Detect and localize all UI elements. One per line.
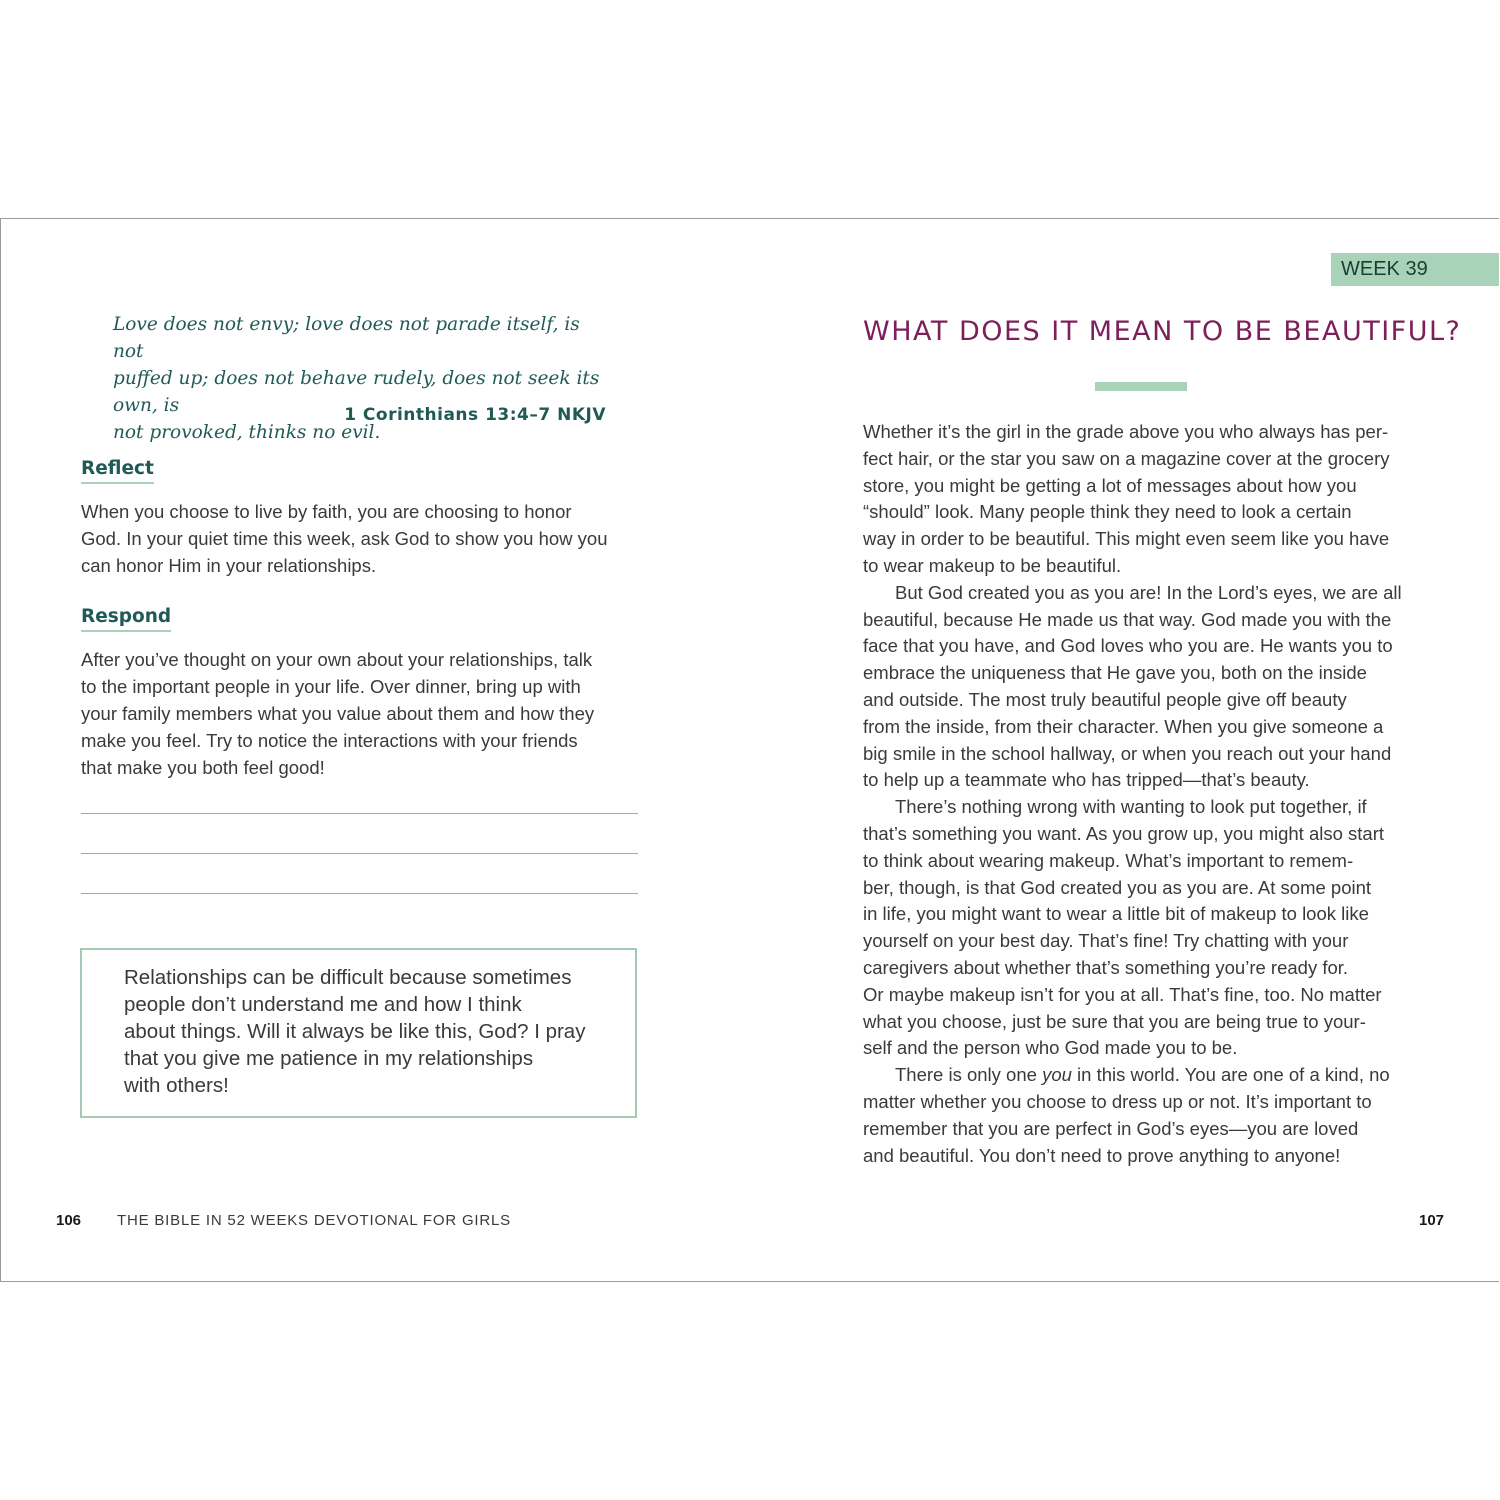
- text-line: make you feel. Try to notice the interactions with your friends: [81, 730, 578, 751]
- text-line: There’s nothing wrong with wanting to look put together, if: [895, 796, 1367, 818]
- respond-text: [81, 646, 641, 781]
- prayer-line: that you give me patience in my relationships: [124, 1047, 534, 1070]
- paragraph: [863, 419, 1423, 580]
- text-line: what you choose, just be sure that you are being true to your-: [863, 1010, 1366, 1032]
- text-line: yourself on your best day. That’s fine! Try chatting with your: [863, 930, 1349, 952]
- emphasis-text: you: [1042, 1064, 1072, 1086]
- text-segment: in this world. You are one of a kind, no: [1071, 1064, 1390, 1086]
- text-line: that make you both feel good!: [81, 757, 325, 778]
- text-line: After you’ve thought on your own about your relationships, talk: [81, 649, 593, 670]
- right-page: [751, 219, 1499, 1281]
- verse-line: not provoked, thinks no evil.: [113, 422, 381, 443]
- chapter-title: WHAT DOES IT MEAN TO BE BEAUTIFUL?: [863, 316, 1462, 347]
- text-line: to wear makeup to be beautiful.: [863, 554, 1122, 576]
- paragraph: [863, 794, 1423, 1062]
- text-segment: There is only one: [895, 1064, 1043, 1086]
- text-line: Or maybe makeup isn’t for you at all. That’s fine, too. No matter: [863, 983, 1382, 1005]
- text-line: remember that you are perfect in God’s eyes—you are loved: [863, 1117, 1359, 1139]
- text-line: matter whether you choose to dress up or not. It’s important to: [863, 1090, 1372, 1112]
- text-line: that’s something you want. As you grow up, you might also start: [863, 822, 1385, 844]
- verse-line: puffed up; does not behave rudely, does not seek its own, is: [113, 368, 600, 416]
- title-underline: [1095, 382, 1187, 391]
- text-line: embrace the uniqueness that He gave you, both on the inside: [863, 662, 1367, 684]
- text-line: to think about wearing makeup. What’s important to remem-: [863, 849, 1354, 871]
- text-line: your family members what you value about them and how they: [81, 703, 595, 724]
- reflect-heading: Reflect: [81, 458, 154, 484]
- text-line: in life, you might want to wear a little bit of makeup to look like: [863, 903, 1369, 925]
- text-line: fect hair, or the star you saw on a magazine cover at the grocery: [863, 447, 1390, 469]
- text-line: caregivers about whether that’s something you’re ready for.: [863, 956, 1349, 978]
- text-line: But God created you as you are! In the Lord’s eyes, we are all: [895, 581, 1402, 603]
- text-line: way in order to be beautiful. This might even seem like you have: [863, 528, 1390, 550]
- text-line: face that you have, and God loves who you are. He wants you to: [863, 635, 1393, 657]
- running-book-title: THE BIBLE IN 52 WEEKS DEVOTIONAL FOR GIRLS: [117, 1212, 511, 1229]
- text-line: to the important people in your life. Over dinner, bring up with: [81, 676, 581, 697]
- verse-line: Love does not envy; love does not parade itself, is not: [113, 314, 580, 362]
- text-line: beautiful, because He made us that way. God made you with the: [863, 608, 1392, 630]
- reflect-text: [81, 498, 641, 579]
- article-body: [863, 419, 1423, 1169]
- prayer-line: about things. Will it always be like this, God? I pray: [124, 1020, 586, 1043]
- prayer-text: [124, 964, 604, 1099]
- journal-line: [81, 813, 638, 814]
- text-line: When you choose to live by faith, you are choosing to honor: [81, 501, 572, 522]
- text-line: and beautiful. You don’t need to prove anything to anyone!: [863, 1144, 1341, 1166]
- week-tab: WEEK 39: [1331, 253, 1499, 286]
- prayer-line: people don’t understand me and how I think: [124, 993, 522, 1016]
- journal-line: [81, 853, 638, 854]
- text-line: and outside. The most truly beautiful people give off beauty: [863, 688, 1347, 710]
- page-number: 106: [56, 1212, 82, 1229]
- text-line: store, you might be getting a lot of messages about how you: [863, 474, 1357, 496]
- left-page: [1, 219, 751, 1281]
- text-line: from the inside, from their character. When you give someone a: [863, 715, 1384, 737]
- respond-heading: Respond: [81, 606, 171, 632]
- text-line: big smile in the school hallway, or when you reach out your hand: [863, 742, 1392, 764]
- prayer-box: [80, 948, 637, 1118]
- prayer-line: Relationships can be difficult because sometimes: [124, 966, 572, 989]
- text-line: “should” look. Many people think they need to look a certain: [863, 501, 1352, 523]
- prayer-line: with others!: [124, 1074, 229, 1097]
- journal-line: [81, 893, 638, 894]
- page-number: 107: [1419, 1212, 1445, 1229]
- verse-reference: 1 Corinthians 13:4–7 NKJV: [344, 405, 606, 425]
- text-line: Whether it’s the girl in the grade above you who always has per-: [863, 421, 1389, 442]
- scripture-verse: [113, 311, 613, 446]
- text-line: ber, though, is that God created you as you are. At some point: [863, 876, 1372, 898]
- paragraph: [863, 1062, 1423, 1169]
- text-line: can honor Him in your relationships.: [81, 555, 377, 576]
- book-spread: [0, 218, 1499, 1282]
- paragraph: [863, 580, 1423, 794]
- text-line: self and the person who God made you to be.: [863, 1037, 1238, 1059]
- text-line: God. In your quiet time this week, ask God to show you how you: [81, 528, 608, 549]
- text-line: to help up a teammate who has tripped—that’s beauty.: [863, 769, 1310, 791]
